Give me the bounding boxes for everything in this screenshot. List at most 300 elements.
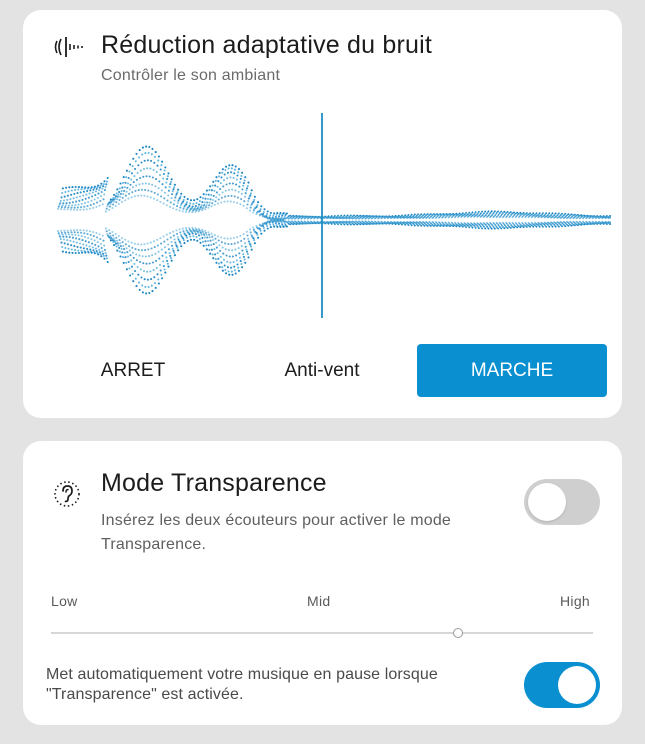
waveform-dot xyxy=(107,261,109,263)
waveform-dot xyxy=(238,270,240,272)
waveform-dot xyxy=(205,232,207,234)
waveform-dot xyxy=(215,262,217,264)
waveform-dot xyxy=(179,210,181,212)
waveform-dot xyxy=(207,207,209,209)
waveform-dot xyxy=(118,235,120,237)
waveform-dot xyxy=(143,168,145,170)
waveform-dot xyxy=(529,212,531,214)
waveform-dot xyxy=(147,189,149,191)
waveform-dot xyxy=(208,249,210,251)
waveform-dot xyxy=(96,202,98,204)
waveform-dot xyxy=(209,185,211,187)
waveform-dot xyxy=(398,215,400,217)
waveform-dot xyxy=(224,196,226,198)
waveform-dot xyxy=(347,215,349,217)
waveform-dot xyxy=(120,193,122,195)
waveform-dot xyxy=(237,241,239,243)
waveform-dot xyxy=(136,179,138,181)
waveform-dot xyxy=(194,231,196,233)
waveform-dot xyxy=(131,266,133,268)
waveform-dot xyxy=(248,240,250,242)
waveform-dot xyxy=(92,207,94,209)
waveform-dot xyxy=(63,199,65,201)
waveform-dot xyxy=(223,259,225,261)
waveform-dot xyxy=(206,248,208,250)
waveform-dot xyxy=(76,196,78,198)
waveform-dot xyxy=(337,223,339,225)
waveform-dot xyxy=(131,196,133,198)
waveform-dot xyxy=(119,251,121,253)
waveform-dot xyxy=(163,173,165,175)
waveform-dot xyxy=(176,191,178,193)
waveform-dot xyxy=(74,249,76,251)
waveform-dot xyxy=(144,286,146,288)
waveform-dot xyxy=(257,237,259,239)
waveform-dot xyxy=(97,197,99,199)
waveform-dot xyxy=(80,206,82,208)
waveform-dot xyxy=(127,182,129,184)
waveform-dot xyxy=(252,237,254,239)
waveform-dot xyxy=(213,243,215,245)
waveform-dot xyxy=(170,197,172,199)
waveform-dot xyxy=(102,203,104,205)
waveform-dot xyxy=(95,248,97,250)
waveform-dot xyxy=(220,182,222,184)
waveform-dot xyxy=(465,212,467,214)
waveform-dot xyxy=(272,214,274,216)
mode-anti-wind-button[interactable]: Anti-vent xyxy=(227,344,417,397)
noise-waveform xyxy=(33,110,611,325)
waveform-dot xyxy=(126,170,128,172)
waveform-dot xyxy=(188,211,190,213)
waveform-dot xyxy=(176,247,178,249)
waveform-dot xyxy=(155,260,157,262)
waveform-dot xyxy=(103,258,105,260)
waveform-dot xyxy=(63,208,65,210)
waveform-dot xyxy=(176,205,178,207)
waveform-dot xyxy=(217,252,219,254)
waveform-dot xyxy=(146,271,148,273)
waveform-dot xyxy=(81,203,83,205)
waveform-dot xyxy=(69,198,71,200)
mode-on-button[interactable]: MARCHE xyxy=(417,344,607,397)
waveform-dot xyxy=(58,204,60,206)
waveform-dot xyxy=(80,250,82,252)
waveform-dot xyxy=(151,254,153,256)
waveform-dot xyxy=(73,193,75,195)
waveform-dot xyxy=(96,236,98,238)
waveform-dot xyxy=(224,264,226,266)
waveform-dot xyxy=(151,285,153,287)
waveform-dot xyxy=(91,195,93,197)
waveform-dot xyxy=(73,209,75,211)
waveform-dot xyxy=(203,204,205,206)
waveform-dot xyxy=(185,227,187,229)
waveform-dot xyxy=(555,212,557,214)
waveform-dot xyxy=(180,242,182,244)
waveform-dot xyxy=(68,233,70,235)
waveform-dot xyxy=(98,189,100,191)
waveform-dot xyxy=(154,192,156,194)
waveform-dot xyxy=(179,231,181,233)
waveform-dot xyxy=(226,261,228,263)
waveform-dot xyxy=(85,194,87,196)
waveform-dot xyxy=(60,208,62,210)
waveform-dot xyxy=(163,235,165,237)
waveform-dot xyxy=(170,236,172,238)
waveform-dot xyxy=(78,234,80,236)
waveform-dot xyxy=(548,212,550,214)
waveform-dot xyxy=(86,230,88,232)
waveform-dot xyxy=(202,232,204,234)
waveform-dot xyxy=(88,197,90,199)
waveform-dot xyxy=(89,208,91,210)
waveform-dot xyxy=(240,263,242,265)
waveform-dot xyxy=(252,201,254,203)
waveform-dot xyxy=(536,226,538,228)
waveform-dot xyxy=(203,245,205,247)
waveform-dot xyxy=(165,252,167,254)
waveform-dot xyxy=(116,250,118,252)
waveform-dot xyxy=(243,256,245,258)
waveform-dot xyxy=(134,248,136,250)
waveform-dot xyxy=(242,185,244,187)
waveform-dot xyxy=(260,208,262,210)
waveform-dot xyxy=(153,198,155,200)
waveform-dot xyxy=(87,186,89,188)
waveform-dot xyxy=(228,164,230,166)
waveform-dot xyxy=(77,206,79,208)
waveform-dot xyxy=(115,201,117,203)
transparency-title: Mode Transparence xyxy=(101,469,327,497)
waveform-dot xyxy=(214,238,216,240)
waveform-dot xyxy=(246,251,248,253)
transparency-level-slider[interactable] xyxy=(51,632,593,634)
transparency-toggle[interactable] xyxy=(524,479,600,525)
waveform-dot xyxy=(118,203,120,205)
waveform-dot xyxy=(90,200,92,202)
waveform-dot xyxy=(144,278,146,280)
waveform-dot xyxy=(234,195,236,197)
waveform-dot xyxy=(236,174,238,176)
waveform-dot xyxy=(249,194,251,196)
waveform-dot xyxy=(89,245,91,247)
waveform-dot xyxy=(154,156,156,158)
waveform-dot xyxy=(137,172,139,174)
waveform-dot xyxy=(216,247,218,249)
waveform-dot xyxy=(129,250,131,252)
waveform-dot xyxy=(85,244,87,246)
slider-thumb[interactable] xyxy=(453,628,463,638)
waveform-dot xyxy=(468,212,470,214)
waveform-dot xyxy=(104,189,106,191)
waveform-dot xyxy=(138,282,140,284)
waveform-dot xyxy=(162,178,164,180)
waveform-dot xyxy=(114,241,116,243)
waveform-dot xyxy=(172,207,174,209)
waveform-dot xyxy=(106,208,108,210)
waveform-dot xyxy=(571,225,573,227)
waveform-dot xyxy=(235,254,237,256)
waveform-dot xyxy=(139,261,141,263)
waveform-dot xyxy=(231,164,233,166)
waveform-dot xyxy=(79,242,81,244)
waveform-dot xyxy=(223,201,225,203)
waveform-dot xyxy=(278,223,280,225)
waveform-dot xyxy=(174,200,176,202)
waveform-dot xyxy=(247,256,249,258)
waveform-dot xyxy=(160,168,162,170)
waveform-dot xyxy=(208,234,210,236)
waveform-dot xyxy=(169,252,171,254)
waveform-dot xyxy=(281,215,283,217)
waveform-dot xyxy=(141,249,143,251)
waveform-dot xyxy=(246,234,248,236)
waveform-dot xyxy=(204,201,206,203)
waveform-dot xyxy=(210,194,212,196)
waveform-dot xyxy=(82,194,84,196)
waveform-dot xyxy=(516,227,518,229)
waveform-dot xyxy=(138,189,140,191)
waveform-dot xyxy=(78,186,80,188)
waveform-dot xyxy=(129,274,131,276)
waveform-dot xyxy=(568,213,570,215)
waveform-dot xyxy=(246,187,248,189)
waveform-dot xyxy=(106,230,108,232)
waveform-dot xyxy=(226,177,228,179)
waveform-dot xyxy=(507,211,509,213)
waveform-dot xyxy=(488,210,490,212)
waveform-dot xyxy=(196,236,198,238)
anc-subtitle: Contrôler le son ambiant xyxy=(101,67,281,84)
waveform-dot xyxy=(179,228,181,230)
waveform-dot xyxy=(176,233,178,235)
waveform-dot xyxy=(95,206,97,208)
waveform-dot xyxy=(121,237,123,239)
waveform-dot xyxy=(242,253,244,255)
waveform-dot xyxy=(76,209,78,211)
waveform-dot xyxy=(211,189,213,191)
waveform-dot xyxy=(124,186,126,188)
waveform-dot xyxy=(137,274,139,276)
waveform-dot xyxy=(126,247,128,249)
waveform-dot xyxy=(152,261,154,263)
waveform-dot xyxy=(160,274,162,276)
waveform-dot xyxy=(62,234,64,236)
waveform-dot xyxy=(94,239,96,241)
waveform-dot xyxy=(222,246,224,248)
waveform-dot xyxy=(278,215,280,217)
waveform-dot xyxy=(151,184,153,186)
waveform-dot xyxy=(230,243,232,245)
waveform-dot xyxy=(144,189,146,191)
waveform-dot xyxy=(151,148,153,150)
waveform-dot xyxy=(200,206,202,208)
waveform-dot xyxy=(67,208,69,210)
waveform-dot xyxy=(257,201,259,203)
waveform-dot xyxy=(163,197,165,199)
waveform-dot xyxy=(263,208,265,210)
waveform-dot xyxy=(64,247,66,249)
waveform-dot xyxy=(59,202,61,204)
waveform-dot xyxy=(134,243,136,245)
waveform-dot xyxy=(132,252,134,254)
waveform-dot xyxy=(337,215,339,217)
waveform-dot xyxy=(212,253,214,255)
waveform-dot xyxy=(103,245,105,247)
waveform-dot xyxy=(250,207,252,209)
waveform-dot xyxy=(609,215,611,217)
waveform-dot xyxy=(165,182,167,184)
waveform-dot xyxy=(188,227,190,229)
waveform-dot xyxy=(243,233,245,235)
waveform-dot xyxy=(170,201,172,203)
waveform-dot xyxy=(129,188,131,190)
waveform-dot xyxy=(220,236,222,238)
waveform-dot xyxy=(139,149,141,151)
waveform-dot xyxy=(230,195,232,197)
waveform-dot xyxy=(86,205,88,207)
waveform-dot xyxy=(137,266,139,268)
waveform-dot xyxy=(57,230,59,232)
waveform-dot xyxy=(151,290,153,292)
waveform-dot xyxy=(64,206,66,208)
waveform-dot xyxy=(204,240,206,242)
waveform-dot xyxy=(142,147,144,149)
waveform-dot xyxy=(545,226,547,228)
waveform-dot xyxy=(134,168,136,170)
waveform-dot xyxy=(78,200,80,202)
waveform-dot xyxy=(84,186,86,188)
waveform-dot xyxy=(105,255,107,257)
waveform-dot xyxy=(119,196,121,198)
waveform-dot xyxy=(95,190,97,192)
waveform-dot xyxy=(159,264,161,266)
waveform-dot xyxy=(140,268,142,270)
waveform-dot xyxy=(132,186,134,188)
waveform-dot xyxy=(125,243,127,245)
waveform-dot xyxy=(283,212,285,214)
waveform-dot xyxy=(260,230,262,232)
waveform-dot xyxy=(174,184,176,186)
waveform-dot xyxy=(116,198,118,200)
waveform-dot xyxy=(84,202,86,204)
waveform-dot xyxy=(80,188,82,190)
waveform-dot xyxy=(404,214,406,216)
waveform-dot xyxy=(161,161,163,163)
waveform-dot xyxy=(71,248,73,250)
waveform-dot xyxy=(430,213,432,215)
waveform-dot xyxy=(227,266,229,268)
waveform-dot xyxy=(64,191,66,193)
waveform-dot xyxy=(121,248,123,250)
waveform-dot xyxy=(427,213,429,215)
waveform-dot xyxy=(83,209,85,211)
waveform-dot xyxy=(222,185,224,187)
waveform-dot xyxy=(215,258,217,260)
waveform-dot xyxy=(158,258,160,260)
waveform-dot xyxy=(206,204,208,206)
waveform-dot xyxy=(465,226,467,228)
waveform-dot xyxy=(246,203,248,205)
waveform-dot xyxy=(122,256,124,258)
waveform-dot xyxy=(158,155,160,157)
waveform-dot xyxy=(174,238,176,240)
waveform-dot xyxy=(166,238,168,240)
waveform-dot xyxy=(134,190,136,192)
mode-off-button[interactable]: ARRET xyxy=(38,344,228,397)
waveform-dot xyxy=(81,235,83,237)
waveform-dot xyxy=(92,246,94,248)
waveform-dot xyxy=(272,223,274,225)
waveform-dot xyxy=(128,261,130,263)
level-mid-label: Mid xyxy=(307,593,331,609)
waveform-dot xyxy=(199,242,201,244)
waveform-dot xyxy=(124,252,126,254)
waveform-dot xyxy=(256,234,258,236)
waveform-dot xyxy=(239,235,241,237)
waveform-dot xyxy=(179,207,181,209)
waveform-dot xyxy=(266,225,268,227)
waveform-dot xyxy=(497,228,499,230)
waveform-dot xyxy=(73,229,75,231)
waveform-dot xyxy=(196,198,198,200)
waveform-dot xyxy=(65,202,67,204)
waveform-dot xyxy=(63,238,65,240)
waveform-dot xyxy=(123,190,125,192)
waveform-dot xyxy=(526,212,528,214)
waveform-dot xyxy=(561,226,563,228)
waveform-dot xyxy=(401,215,403,217)
waveform-dot xyxy=(182,230,184,232)
waveform-dot xyxy=(93,235,95,237)
waveform-dot xyxy=(64,232,66,234)
waveform-dot xyxy=(145,175,147,177)
waveform-dot xyxy=(169,255,171,257)
waveform-dot xyxy=(86,233,88,235)
waveform-dot xyxy=(223,237,225,239)
waveform-dot xyxy=(99,238,101,240)
waveform-dot xyxy=(180,195,182,197)
waveform-dot xyxy=(89,249,91,251)
waveform-dot xyxy=(218,194,220,196)
waveform-dot xyxy=(197,232,199,234)
waveform-dot xyxy=(86,190,88,192)
waveform-dot xyxy=(105,227,107,229)
waveform-dot xyxy=(239,257,241,259)
waveform-dot xyxy=(65,251,67,253)
waveform-dot xyxy=(552,226,554,228)
waveform-dot xyxy=(103,180,105,182)
waveform-dot xyxy=(233,177,235,179)
waveform-dot xyxy=(161,255,163,257)
waveform-dot xyxy=(234,249,236,251)
waveform-dot xyxy=(183,199,185,201)
waveform-dot xyxy=(73,241,75,243)
waveform-dot xyxy=(478,211,480,213)
waveform-dot xyxy=(232,255,234,257)
auto-pause-toggle[interactable] xyxy=(524,662,600,708)
waveform-dot xyxy=(153,169,155,171)
waveform-dot xyxy=(61,246,63,248)
waveform-dot xyxy=(76,229,78,231)
waveform-dot xyxy=(62,204,64,206)
waveform-dot xyxy=(214,234,216,236)
waveform-dot xyxy=(173,235,175,237)
waveform-dot xyxy=(424,213,426,215)
waveform-dot xyxy=(65,233,67,235)
waveform-dot xyxy=(172,190,174,192)
